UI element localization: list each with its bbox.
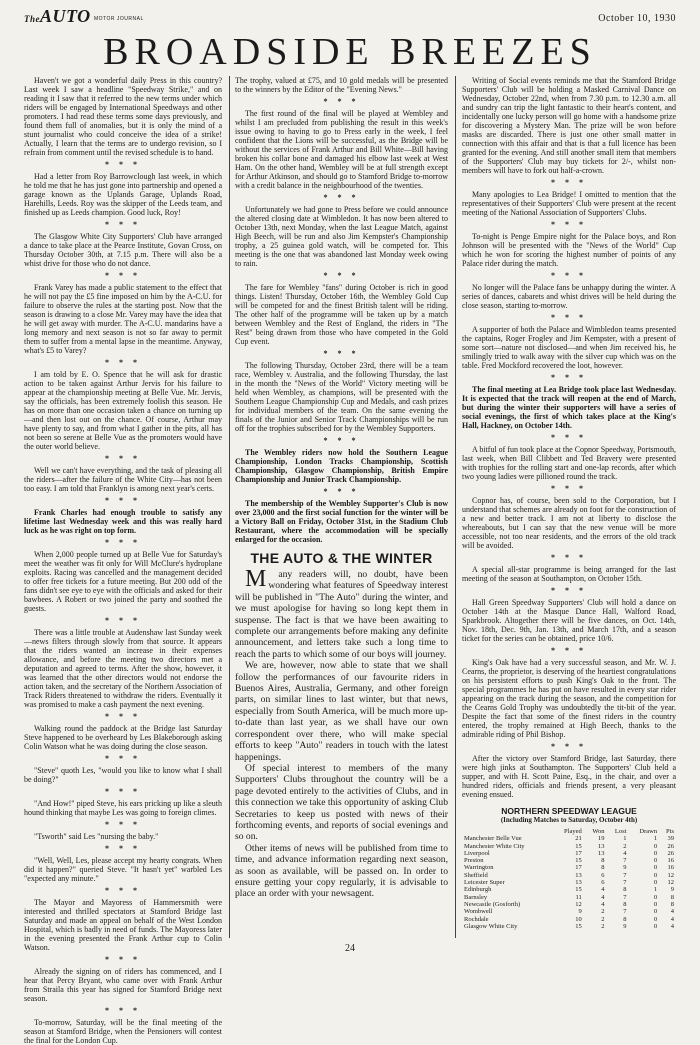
team-stat: 0 <box>653 915 658 923</box>
team-stat: 4 <box>623 849 627 857</box>
team-stat: 7 <box>623 871 627 879</box>
team-name: Preston <box>464 857 484 865</box>
feature-article <box>235 566 448 900</box>
team-stat: 8 <box>623 900 627 908</box>
team-stat: 15 <box>575 922 582 930</box>
news-item: "Steve" quoth Les, "would you like to know what I shall be doing?" <box>24 766 222 784</box>
team-stat: 26 <box>667 849 674 857</box>
league-column-header: Pts <box>666 828 674 835</box>
news-item: "And How!" piped Steve, his ears pricking up like a sleuth hound thinking that maybe Les was going to foreign climes. <box>24 799 222 817</box>
team-stat: 10 <box>575 915 582 923</box>
table-row <box>462 843 676 850</box>
team-name: Manchester White City <box>464 842 525 850</box>
news-item: Had a letter from Roy Barrowclough last week, in which he told me that he has just gone into partnership and opened a garage known as the Uplands Garage, Uplands Road, Harehills, Leeds. Roy was the skipper of the Leeds team, and finished up as Leeds champion. Good luck, Roy! <box>24 172 222 217</box>
team-stat: 9 <box>623 922 627 930</box>
team-stat: 4 <box>601 900 605 908</box>
team-stat: 6 <box>601 879 605 887</box>
section-separator: * * * <box>105 886 141 895</box>
news-item: Frank Varey has made a public statement to the effect that he will not pay the £5 fine imposed on him by the A-C.U. for failure to observe the rules at the starting post. Now that the season is drawing to a close Mr. Varey may have the idea that he will get away with murder. The A-C.U. mandarins have a long memory and next season is not so far away to permit them to suffer from a mental lapse in the meantime. Anyway, what's £5 to Varey? <box>24 283 222 355</box>
section-separator: * * * <box>105 712 141 721</box>
team-stat: 12 <box>575 900 582 908</box>
column-right <box>462 76 676 938</box>
section-separator: * * * <box>551 553 587 562</box>
team-stat: 9 <box>623 864 627 872</box>
league-column-header: Played <box>564 828 582 835</box>
table-row <box>462 894 676 901</box>
section-separator: * * * <box>105 955 141 964</box>
team-stat: 13 <box>597 849 605 857</box>
news-item: The Wembley riders now hold the Southern League Championship, London Tracks Championship, Scottish Championship, Glasgow Championship, British Empire Championship and Junior Track Championship. <box>235 448 448 484</box>
league-column-header: Won <box>592 828 605 835</box>
team-name: Rochdale <box>464 915 489 923</box>
section-separator: * * * <box>551 178 587 187</box>
team-stat: 7 <box>623 879 627 887</box>
team-stat: 7 <box>623 908 627 916</box>
news-item: The Glasgow White City Supporters' Club have arranged a dance to take place at the Pearce Institute, Govan Cross, on Thursday October 30th, at 7.15 p.m. There will also be a whist drive for those who do not dance. <box>24 232 222 268</box>
news-item: To-night is Penge Empire night for the Palace boys, and Ron Johnson will be presented with the "News of the World" Cup which he won for scoring the highest number of points of any Palace rider during the match. <box>462 232 676 268</box>
news-item: Hall Green Speedway Supporters' Club will hold a dance on October 14th at the Masque Dance Hall, Walford Road, Sparkbrook. Altogether there will be five dances, on Oct. 14th, Nov. 18th, Dec. 9th, Jan. 13th, and March 17th, and a season ticket for the series can be obtained, price 10/6. <box>462 598 676 643</box>
section-separator: * * * <box>105 538 141 547</box>
league-table <box>462 828 676 930</box>
team-stat: 21 <box>575 835 582 843</box>
news-item: The first round of the final will be played at Wembley and whilst I am precluded from publishing the result in this week's issue owing to having to go to Press early in the week, I feel confident that the Lions will be successful, as the Bridge will be without the services of Frank Arthur and Bill White—Bill having broken his collar bone and damaged his elbow last week at West Ham. On the other hand, Wembley will be at full strength except for Arthur Atkinson, and should go to Stamford Bridge to-morrow with a credit balance in the neighbourhood of the twenties. <box>235 109 448 190</box>
team-stat: 17 <box>575 864 582 872</box>
masthead-prefix: The <box>24 14 40 24</box>
league-table-header <box>462 828 676 835</box>
news-item: "Well, Well, Les, please accept my hearty congrats. When did it happen?" queried Steve. "It hasn't yet" warbled Les "expected any minute." <box>24 856 222 883</box>
table-row <box>462 916 676 923</box>
team-stat: 0 <box>653 908 658 916</box>
team-stat: 0 <box>653 900 658 908</box>
news-item: A bitful of fun took place at the Copnor Speedway, Portsmouth, last week, when Bill Clibbett and Ted Bravery were presented with trophies for the rolling start and one-lap records, after which two young ladies were pillioned round the track. <box>462 445 676 481</box>
section-separator: * * * <box>105 616 141 625</box>
news-item: The Mayor and Mayoress of Hammersmith were interested and thrilled spectators at Stamford Bridge last Saturday and made an appeal on behalf of the West London Hospital, which is badly in need of funds. The Mayoress later in the evening presented the Frank Arthur cup to Colin Watson. <box>24 898 222 952</box>
news-item: Unfortunately we had gone to Press before we could announce the altered closing date at Wimbledon. It has now been altered to October 13th, next Monday, when the last League Match, against High Beech, will be run and also Jim Kempster's Championship trophy, a 25 guinea gold watch, will be competed for. This meeting is the one that was abandoned last Monday week owing to rain. <box>235 205 448 268</box>
team-stat: 0 <box>653 857 658 865</box>
column-divider <box>455 76 456 938</box>
team-name: Manchester Belle Vue <box>464 835 522 843</box>
news-item: Writing of Social events reminds me that the Stamford Bridge Supporters' Club will be holding a Masked Carnival Dance on Wednesday, October 22nd, when from 7.30 p.m. to 12.30 a.m. all and sundry can trip the light fantastic to their heart's content, and incidentally one lucky person will go home with a handsome prize for discovering a Mystery Man. The prize will be won before masks are discarded. There is just one other small matter in connection with this affair and that is that a full licence has been granted for the evening. And still another small item that members of the Supporters' Club may buy tickets for 2/-, whilst non-members will have to fork out half-a-crown. <box>462 76 676 175</box>
team-stat: 17 <box>575 849 582 857</box>
team-stat: 39 <box>667 835 674 843</box>
team-name: Edinburgh <box>464 886 492 894</box>
feature-paragraph: Of special interest to members of the many Supporters' Clubs throughout the country will be a page devoted entirely to the activities of Clubs, and in this connection we take this opportunity of asking Club Secretaries to keep us posted with news of their forthcoming events, and reports of social evenings and so on. <box>235 762 448 843</box>
section-separator: * * * <box>551 742 587 751</box>
table-row <box>462 879 676 886</box>
news-item: I am told by E. O. Spence that he will ask for drastic action to be taken against Arthur Jervis for his failure to appear at the championship meeting at Belle Vue. Mr. Jervis, say the officials, has been extremely foolish this season. He has on more than one occasion taken a chance on turning up—and then lost out on the chance. Of course, Arthur may have plenty to say, and from what I gather in the pits, all has not been so serene at Belle Vue as the promoters would have the outer world believe. <box>24 370 222 451</box>
team-stat: 26 <box>667 842 674 850</box>
section-separator: * * * <box>105 844 141 853</box>
team-stat: 0 <box>653 849 658 857</box>
team-stat: 2 <box>623 842 627 850</box>
team-stat: 4 <box>670 908 674 916</box>
column-right-notes <box>462 76 676 799</box>
column-middle <box>235 76 448 938</box>
news-item: No longer will the Palace fans be unhappy during the winter. A series of dances, cabarets and whist drives will be held during the close season, starting to-morrow. <box>462 283 676 310</box>
news-item: The fare for Wembley "fans" during October is rich in good things. Listen! Thursday, October 16th, the Wembley Gold Cup will be competed for and the finest British talent will be riding. The other half of the programme will be taken up by a match between Wembley and the Rest of England, the riders in "The Rest" being drawn from those who have competed in the Gold Cup event. <box>235 283 448 346</box>
page-headline: BROADSIDE BREEZES <box>103 31 597 73</box>
team-name: Liverpool <box>464 849 490 857</box>
team-stat: 0 <box>653 893 658 901</box>
league-table-body <box>462 835 676 930</box>
section-separator: * * * <box>323 271 360 280</box>
column-middle-notes <box>235 76 448 544</box>
team-stat: 8 <box>623 886 627 894</box>
news-item: Frank Charles had enough trouble to satisfy any lifetime last Wednesday week and this was really hard luck as he was right on top form. <box>24 508 222 535</box>
column-left <box>24 76 222 1045</box>
team-stat: 13 <box>575 879 582 887</box>
team-name: Sheffield <box>464 871 488 879</box>
team-name: Newcastle (Gosforth) <box>464 900 521 908</box>
team-stat: 19 <box>597 835 605 843</box>
table-row <box>462 872 676 879</box>
team-stat: 7 <box>623 893 627 901</box>
league-column-header <box>462 828 553 835</box>
league-column-header: Lost <box>614 828 627 835</box>
news-item: Haven't we got a wonderful daily Press in this country? Last week I saw a headline "Speedway Strike," and on reading it I saw that it referred to the new terms under which riders will be engaged by International Speedways and other promoters. I had read these terms some days previously, and found them full of anomalies, but it is only the mind of a stunt journalist who could conceive the idea of a strike! Actually, I learn that the terms are to undergo revision, so I refrain from comment until the revised schedule is to hand. <box>24 76 222 157</box>
section-separator: * * * <box>551 433 587 442</box>
team-stat: 0 <box>653 871 658 879</box>
table-row <box>462 886 676 893</box>
section-separator: * * * <box>323 487 360 496</box>
section-separator: * * * <box>551 313 587 322</box>
section-separator: * * * <box>323 97 360 106</box>
news-item: Copnor has, of course, been sold to the Corporation, but I understand that schemes are already on foot for the construction of a new and better track. I am not at liberty to disclose the whereabouts, but I can say that the new venue will be more accessible, not too near residents, and the errors of the old track will be avoided. <box>462 496 676 550</box>
team-stat: 12 <box>667 871 674 879</box>
section-separator: * * * <box>551 271 587 280</box>
news-item: Well we can't have everything, and the task of pleasing all the riders—after the failure of the White City—has not been too easy. I am told that Franklyn is among next year's certs. <box>24 466 222 493</box>
news-item: When 2,000 people turned up at Belle Vue for Saturday's meet the weather was fit only for Will McClure's hydroplane exploits. Racing was cancelled and the management decided to offer free tickets for a future meeting. But 200 odd of the fans didn't see eye to eye with the officials and asked for their bawbees. A Robert or two joined the party and soothed the guests. <box>24 550 222 613</box>
team-name: Wombwell <box>464 908 493 916</box>
team-stat: 8 <box>623 915 627 923</box>
masthead-subtitle: MOTOR JOURNAL <box>94 16 144 22</box>
team-stat: 16 <box>667 857 674 865</box>
section-separator: * * * <box>105 1006 141 1015</box>
team-stat: 4 <box>670 922 674 930</box>
news-item: Walking round the paddock at the Bridge last Saturday Steve happened to be overheard by Les Blakeborough asking Colin Watson what he was doing during the close season. <box>24 724 222 751</box>
team-stat: 15 <box>575 842 582 850</box>
team-name: Barnsley <box>464 893 488 901</box>
section-separator: * * * <box>551 373 587 382</box>
table-row <box>462 857 676 864</box>
news-item: "Tsworth" said Les "nursing the baby." <box>34 832 159 841</box>
table-row <box>462 923 676 930</box>
masthead-title: AUTO <box>40 6 91 26</box>
section-separator: * * * <box>551 484 587 493</box>
feature-paragraph: Many readers will, no doubt, have been wondering what features of Speedway interest will be published in "The Auto" during the winter, and we must apologise for having so long kept them in suspense. The fact is that we have been awaiting to complete our arrangements before making any definite announcement, and letters take such a long time to reach the parts to which some of our boys will journey. <box>235 566 448 660</box>
team-stat: 8 <box>601 857 605 865</box>
team-stat: 7 <box>623 857 627 865</box>
section-separator: * * * <box>105 160 141 169</box>
masthead <box>24 6 91 27</box>
section-separator: * * * <box>323 436 360 445</box>
news-item: The membership of the Wembley Supporter's Club is now over 23,000 and the first social function for the winter will be a Victory Ball on Friday, October 31st, in the Stadium Club Restaurant, where the accommodation will be specially enlarged for the occasion. <box>235 499 448 544</box>
news-item: The following Thursday, October 23rd, there will be a team race, Wembley v. Australia, and the following Thursday, the last in the month the "News of the World" Victory meeting will be held when Wembley, as champions, will be presented with the Southern League Championship Cup and Medals, and cash prizes for individual members of the team. On the same evening the finals of the Junior and Senior Track Championships will be run off for the trophies subscribed for by the Wembley Supporters. <box>235 361 448 433</box>
team-stat: 11 <box>575 893 582 901</box>
league-subtitle: (Including Matches to Saturday, October 4th) <box>500 816 638 824</box>
league-column-header: Drawn <box>639 828 658 835</box>
table-row <box>462 850 676 857</box>
team-stat: 6 <box>601 871 605 879</box>
feature-paragraph: Other items of news will be published from time to time, and advance information regarding next season, as soon as available, will be passed on. In order to ensure getting your copy regularly, it is advisable to place an order with your newsagent. <box>235 842 448 900</box>
team-stat: 4 <box>601 893 605 901</box>
table-row <box>462 908 676 915</box>
news-item: A supporter of both the Palace and Wimbledon teams presented the captains, Roger Frogley and Jim Kempster, with a present of some sort—nature not disclosed—and when Jim received his, he smilingly tried to walk away with the silver cup which was on the table. Fred Mockford recovered the loot, however. <box>462 325 676 370</box>
team-name: Glasgow White City <box>464 922 518 930</box>
news-item: Already the signing on of riders has commenced, and I hear that Percy Bryant, who came over with Frank Arthur from Straila this year has signed for Stamford Bridge next season. <box>24 967 222 1003</box>
issue-date: October 10, 1930 <box>598 13 676 24</box>
news-item: After the victory over Stamford Bridge, last Saturday, there were high jinks at Southampton. The Supporters' Club held a supper, and with H. Scott Paine, Esq., in the chair, and over a hundred riders, officials and friends present, a very pleasant evening ensued. <box>462 754 676 799</box>
section-separator: * * * <box>105 454 141 463</box>
team-stat: 1 <box>623 835 627 843</box>
section-separator: * * * <box>105 787 141 796</box>
section-separator: * * * <box>105 496 141 505</box>
news-item: The trophy, valued at £75, and 10 gold medals will be presented to the winners by the Editor of the "Evening News." <box>235 76 448 94</box>
section-separator: * * * <box>323 349 360 358</box>
section-separator: * * * <box>105 358 141 367</box>
section-separator: * * * <box>551 646 587 655</box>
feature-title: THE AUTO & THE WINTER <box>250 550 433 566</box>
section-separator: * * * <box>323 193 360 202</box>
team-stat: 4 <box>601 886 605 894</box>
team-stat: 15 <box>575 857 582 865</box>
team-stat: 2 <box>601 915 605 923</box>
team-stat: 0 <box>653 922 658 930</box>
team-stat: 2 <box>601 908 605 916</box>
news-item: There was a little trouble at Audenshaw last Sunday week—news filters through slowly from that source. It appears that the riders wanted an increase in their expenses allowance, and before the meeting two directors met a deputation and agreed to terms. After the show, however, it was learned that the other directors would not endorse the action taken, and the secretary of the Northern Association of Track Riders threatened to withdraw the riders. Eventually it was promised to make a cash payment the next evening. <box>24 628 222 709</box>
section-separator: * * * <box>551 586 587 595</box>
table-row <box>462 901 676 908</box>
team-stat: 9 <box>578 908 582 916</box>
team-name: Leicester Super <box>464 879 505 887</box>
news-item: To-morrow, Saturday, will be the final meeting of the season at Stamford Bridge, when the Pensioners will contest the final for the London Cup. <box>24 1018 222 1045</box>
team-stat: 0 <box>653 842 658 850</box>
team-stat: 15 <box>575 886 582 894</box>
team-stat: 9 <box>670 886 674 894</box>
news-item: Many apologies to Lea Bridge! I omitted to mention that the representatives of their Supporters' Club were present at the recent meeting of the National Association of Supporters' Clubs. <box>462 190 676 217</box>
team-stat: 13 <box>575 871 582 879</box>
team-stat: 0 <box>653 879 658 887</box>
page-header <box>24 6 676 30</box>
section-separator: * * * <box>105 754 141 763</box>
team-stat: 4 <box>670 915 674 923</box>
team-stat: 8 <box>670 900 674 908</box>
news-item: King's Oak have had a very successful season, and Mr. W. J. Cearns, the proprietor, is deserving of the heartiest congratulations on his persistent efforts to push King's Oak to the front. The special programmes he has put on have resulted in every star rider appearing on the track during the season, and the competition for the Cearns Gold Trophy was undoubtedly the tit-bit of the year. Despite the fact that some of the finest riders in the country entered, the trophy remained at High Beech, thanks to the admirable riding of Phil Bishop. <box>462 658 676 739</box>
table-row <box>462 864 676 871</box>
news-item: A special all-star programme is being arranged for the last meeting of the season at Southampton, on October 15th. <box>462 565 676 583</box>
team-name: Warrington <box>464 864 494 872</box>
page-number: 24 <box>345 943 355 954</box>
league-title: NORTHERN SPEEDWAY LEAGUE <box>501 806 637 816</box>
section-separator: * * * <box>105 271 141 280</box>
team-stat: 8 <box>601 864 605 872</box>
feature-paragraph: We are, however, now able to state that we shall follow the performances of our favourite riders in Buenos Aires, Australia, Germany, and other foreign parts, on similar lines to last winter, but that news, especially from South America, will be much more up-to-date than last year, as we shall have our own correspondent over there, who will make special efforts to keep "Auto" readers in touch with the latest happenings. <box>235 660 448 763</box>
team-stat: 1 <box>653 835 658 843</box>
team-stat: 0 <box>653 864 658 872</box>
column-divider <box>229 76 230 938</box>
team-stat: 1 <box>653 886 658 894</box>
team-stat: 8 <box>670 893 674 901</box>
team-stat: 2 <box>601 922 605 930</box>
section-separator: * * * <box>551 220 587 229</box>
section-separator: * * * <box>105 820 141 829</box>
team-stat: 13 <box>597 842 605 850</box>
team-stat: 16 <box>667 864 674 872</box>
news-item: The final meeting at Lea Bridge took place last Wednesday. It is expected that the track will reopen at the end of March, but during the winter their supporters will have a series of social evenings, the first of which takes place at the King's Hall, Hackney, on October 14th. <box>462 385 676 430</box>
section-separator: * * * <box>105 220 141 229</box>
team-stat: 12 <box>667 879 674 887</box>
table-row <box>462 835 676 842</box>
